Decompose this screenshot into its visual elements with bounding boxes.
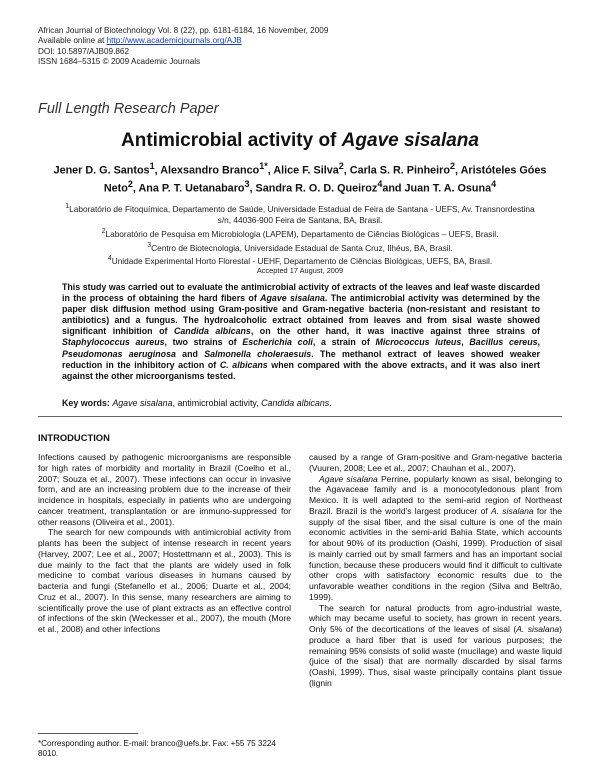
keyword-species: Candida albicans (261, 398, 330, 408)
author: Juan T. A. Osuna (404, 182, 492, 195)
abstract-text: , (461, 337, 470, 348)
abstract-species: Candida albicans (173, 326, 251, 337)
journal-header (38, 26, 328, 68)
title-species: Agave sisalana (341, 130, 479, 151)
author-sup: 2 (127, 179, 133, 190)
author-sup: 4 (377, 179, 383, 190)
abstract-text: , a strain of (312, 337, 376, 348)
doi-line: DOI: 10.5897/AJB09.862 (38, 46, 130, 56)
issn-line: ISSN 1684–5315 © 2009 Academic Journals (38, 57, 201, 67)
author-sup: 4 (491, 179, 497, 190)
keyword-text: . (329, 398, 332, 408)
paragraph-text: for the supply of the sisal fiber, and the sisal culture is one of the main economic activities in the semi-arid Bahia State, which accounts for about 90% of its production (Oashi, 1999). Production of sisal is mainly carried out by small farmers and has an important social function, because these producers would find it difficult to cultivate other crops with satisfactory economic results due to the unfavorable weather conditions in the region (Silva and Beltrão, 1999). (309, 505, 562, 602)
affiliation-text: Laboratório de Fitoquímica, Departamento de Saúde, Universidade Estadual de Feira de Santana - UEFS, Av. Transnordestina s/n, 44036-900 Feira de Santana, BA, Brasil. (69, 203, 535, 225)
section-divider (38, 416, 562, 417)
abstract-text: . The methanol extract of leaves showed weaker reduction in the inhibitory action of (62, 348, 540, 370)
affiliation-item (60, 201, 540, 226)
abstract-text: when compared with the above extracts, and it was also inert against the other microorganisms tested. (62, 359, 540, 381)
paragraph-text: Perrine, popularly known as sisal, belonging to the Agavaceae family and is a monocotyledonous plant from Mexico. It is well adapted to the semi-arid region of Northeast Brazil. Brazil is the world's largest producer of (309, 473, 563, 516)
left-column (38, 452, 291, 635)
abstract-species: Escherichia coli (242, 337, 313, 348)
availability-line (38, 36, 328, 46)
affiliation-sup: 1 (65, 203, 70, 210)
paragraph (309, 474, 562, 603)
abstract-species: Micrococcus luteus (375, 337, 462, 348)
paper-type-label: Full Length Research Paper (38, 101, 219, 117)
abstract-text: , (537, 337, 540, 348)
author: Ana P. T. Uetanabaro (138, 182, 245, 195)
affiliations (60, 201, 540, 267)
author: Sandra R. O. D. Queiroz (255, 182, 378, 195)
journal-citation: African Journal of Biotechnology Vol. 8 (22), pp. 6181-6184, 16 November, 2009 (38, 26, 329, 35)
abstract-species: Agave sisalana (260, 293, 325, 304)
accepted-date: Accepted 17 August, 2009 (256, 266, 344, 275)
author: Aristóteles Góes Neto (103, 164, 547, 195)
abstract (62, 282, 540, 382)
author: Jener D. G. Santos (53, 164, 150, 177)
abstract-species: Staphylococcus aureus (62, 337, 165, 348)
abstract-species: Bacillus cereus (469, 337, 538, 348)
abstract-text: , on the other hand, it was inactive against three strains of (250, 326, 540, 337)
paragraph (309, 603, 562, 689)
abstract-text: , two strains of (164, 337, 243, 348)
right-column (309, 452, 562, 689)
species-name: A. sisalana (490, 505, 534, 516)
affiliation-sup: 3 (147, 241, 152, 249)
paragraph-text: The search for natural products from agro-industrial waste, which may became useful to society, has grown in recent years. Only 5% of the decortications of the leaves of sisal ( (309, 602, 562, 634)
affiliation-text: Laboratório de Pesquisa em Microbiologia (LAPEM), Departamento de Ciências Biológicas – UEFS, Brasil. (105, 228, 499, 239)
species-name: Agave sisalana (319, 473, 378, 484)
title-text: Antimicrobial activity of (121, 130, 342, 151)
abstract-text: . The antimicrobial activity was determined by the paper disk diffusion method using Gram-positive and Gram-negative bacteria (non-resistant and resistant to antibiotics) and a fungus. The hydroalcoholic extract obtained from leaves and from sisal waste showed significant inhibition of (62, 293, 540, 337)
author: Carla S. R. Pinheiro (349, 164, 450, 177)
keywords-line (62, 398, 540, 408)
abstract-species: Salmonella choleraesuis (204, 348, 312, 359)
author: Alice F. Silva (273, 164, 339, 177)
author-sup: 1 (149, 161, 155, 171)
keyword-text: , antimicrobial activity, (172, 398, 262, 408)
paragraph: The search for new compounds with antimicrobial activity from plants has been the subject of intense research in recent years (Harvey, 2007; Lee et al., 2007; Hostettmann et al., 2003). This is due mainly to the fact that the plants are widely used in folk medicine to combat various diseases in humans caused by bacteria and fungi (Stefanello et al., 2006; Duarte et al., 2004; Cruz et al., 2007). In this sense, many researchers are aiming to scientifically prove the use of plant extracts as an effective control of infections of the skin (Weckesser et al., 2007), the mouth (More et al., 2008) and other infections (38, 527, 291, 634)
abstract-species: Pseudomonas aeruginosa (62, 348, 176, 359)
abstract-species: C. albicans (219, 359, 268, 370)
author-sup: 2 (449, 161, 455, 171)
author-sup: 2 (338, 161, 344, 171)
corresponding-author-footnote: *Corresponding author. E-mail: branco@uefs.br. Fax: +55 75 3224 8010. (38, 739, 276, 759)
affiliation-sup: 4 (107, 255, 112, 263)
affiliation-item (60, 240, 540, 254)
author-sup: 3 (244, 179, 250, 190)
paragraph: Infections caused by pathogenic microorganisms are responsible for high rates of morbidity and mortality in Brazil (Coelho et al., 2007; Souza et al., 2007). These infections can occur in invasive form, and are an increasing problem due to the increase of their incidence in hospitals, especially in patients who are undergoing cancer treatment, transplantation or are immuno-suppressed for other reasons (Oliveira et al., 2001). (38, 452, 291, 527)
affiliation-text: Centro de Biotecnologia, Universidade Estadual de Santa Cruz, Ilhéus, BA, Brasil. (151, 242, 453, 253)
keyword-species: Agave sisalana (112, 398, 173, 408)
affiliation-text: Unidade Experimental Horto Florestal - UEHF, Departamento de Ciências Biológicas, UEFS, BA, Brasil. (111, 256, 493, 267)
availability-prefix: Available online at (38, 36, 107, 46)
section-heading: INTRODUCTION (38, 432, 110, 443)
footnote-rule (38, 733, 138, 734)
author: Alexsandro Branco (160, 164, 260, 177)
affiliation-sup: 2 (101, 227, 106, 235)
species-name: A. sisalana (516, 624, 560, 634)
keywords-label: Key words: (62, 398, 110, 408)
paragraph-text: ) produce a hard fiber that is used for various purposes; the remaining 95% consists of solid waste (mucilage) and waste liquid (juice of the sisal) that are normally discarded by sisal farms (Oashi, 1999). Thus, sisal waste principally contains plant tissue (lignin (309, 624, 563, 688)
abstract-text: and (175, 348, 205, 359)
affiliation-item (60, 226, 540, 240)
paper-title (0, 130, 600, 152)
author-list: Jener D. G. Santos$^1$, Alexsandro Branco$^{1*}$, Alice F. Silva$^2$, Carla S. R. Pinheiro$^2$, Aristóteles Góes Neto$^2$, Ana P. T. Uetanabaro$^3$, Sandra R. O. D. Queiroz$^4$and Juan T. A. Osuna$^4$ (53, 161, 547, 195)
abstract-text: This study was carried out to evaluate the antimicrobial activity of extracts of the leaves and leaf waste discarded in the process of obtaining the hard fibers of (62, 282, 540, 304)
journal-url-link[interactable]: http://www.academicjournals.org/AJB (106, 36, 242, 46)
affiliation-item (60, 253, 540, 267)
author-sup: 1* (259, 161, 268, 171)
paragraph: caused by a range of Gram-positive and Gram-negative bacteria (Vuuren, 2008; Lee et al., 2007; Chauhan et al., 2007). (309, 452, 562, 473)
